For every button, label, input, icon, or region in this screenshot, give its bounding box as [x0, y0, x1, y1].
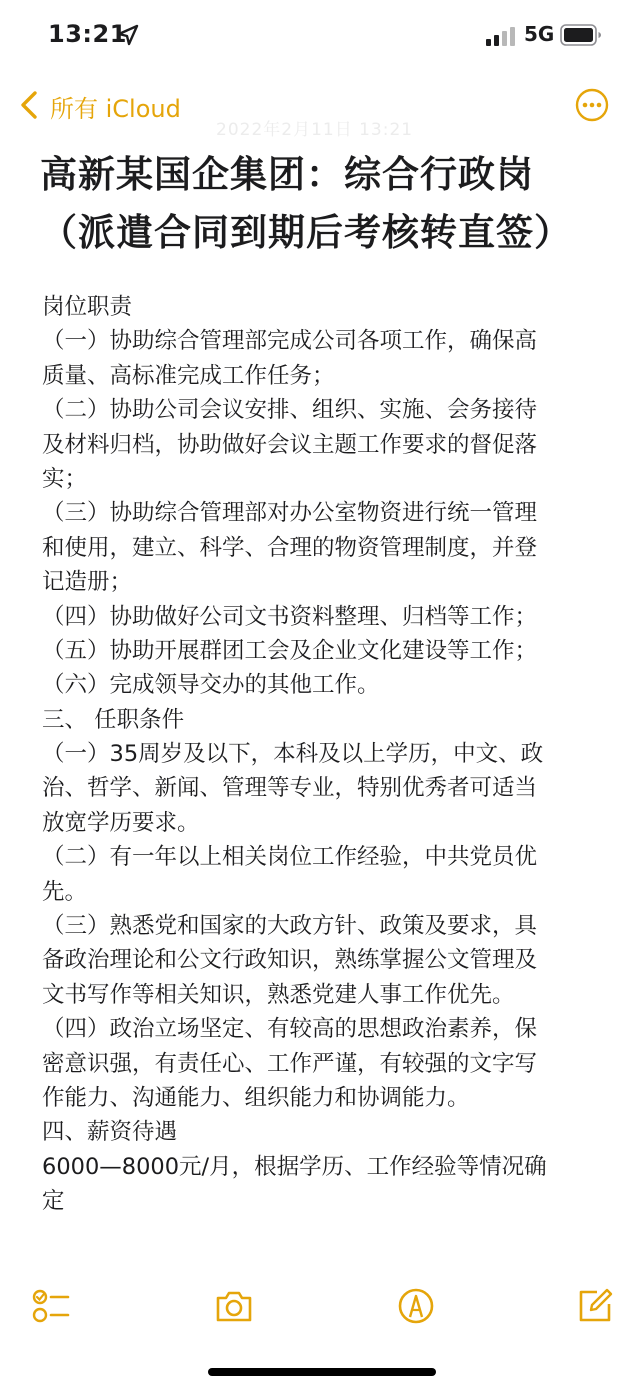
cellular-signal-icon	[486, 26, 518, 46]
note-body-line: （一）35周岁及以下，本科及以上学历，中文、政	[42, 741, 544, 768]
title-line: （派遣合同到期后考核转直签）	[40, 211, 572, 254]
note-body-line: （四）协助做好公司文书资料整理、归档等工作；	[42, 603, 538, 630]
status-time: 13:21	[48, 20, 127, 48]
note-date: 2022年2月11日 13:21	[216, 120, 414, 140]
note-body-line: （三）协助综合管理部对办公室物资进行统一管理	[42, 500, 538, 527]
camera-icon[interactable]	[214, 1286, 254, 1326]
note-body-line: 密意识强，有责任心、工作严谨，有较强的文字写	[42, 1050, 538, 1077]
note-body-line: （三）熟悉党和国家的大政方针、政策及要求，具	[42, 913, 538, 940]
compose-icon[interactable]	[575, 1286, 615, 1326]
note-body-line: （二）有一年以上相关岗位工作经验，中共党员优	[42, 844, 538, 871]
location-arrow-icon	[117, 24, 139, 46]
note-body-line: 记造册；	[42, 569, 133, 596]
note-body-line: 文书写作等相关知识，熟悉党建人事工作优先。	[42, 981, 515, 1008]
note-body-line: 实；	[42, 465, 88, 492]
note-body-line: 质量、高标准完成工作任务；	[42, 362, 335, 389]
note-body-line: （一）协助综合管理部完成公司各项工作，确保高	[42, 328, 538, 355]
note-body-line: 先。	[42, 878, 88, 905]
title-line: 高新某国企集团：综合行政岗	[40, 153, 534, 196]
battery-icon	[560, 24, 602, 46]
back-label[interactable]: 所有 iCloud	[50, 95, 181, 123]
chevron-left-icon[interactable]	[18, 90, 40, 120]
note-body-line: 放宽学历要求。	[42, 809, 200, 836]
ellipsis-circle-icon[interactable]	[575, 88, 609, 122]
note-body-line: 和使用，建立、科学、合理的物资管理制度，并登	[42, 534, 538, 561]
note-body-line: 作能力、沟通能力、组织能力和协调能力。	[42, 1084, 470, 1111]
note-title[interactable]	[40, 146, 600, 262]
note-body-line: 三、 任职条件	[42, 706, 185, 733]
note-body-line: （五）协助开展群团工会及企业文化建设等工作；	[42, 637, 538, 664]
checklist-icon[interactable]	[30, 1286, 70, 1326]
markup-pen-icon[interactable]	[396, 1286, 436, 1326]
note-body-line: （四）政治立场坚定、有较高的思想政治素养，保	[42, 1016, 538, 1043]
bottom-toolbar	[0, 1282, 642, 1332]
note-body-line: 备政治理论和公文行政知识，熟练掌握公文管理及	[42, 947, 538, 974]
network-type: 5G	[524, 22, 555, 46]
note-body-line: 定	[42, 1188, 65, 1215]
note-body-line: （二）协助公司会议安排、组织、实施、会务接待	[42, 397, 538, 424]
note-body-line: 治、哲学、新闻、管理等专业，特别优秀者可适当	[42, 775, 538, 802]
home-indicator	[208, 1368, 436, 1376]
note-body-line: 岗位职责	[42, 294, 133, 320]
note-body-line: （六）完成领导交办的其他工作。	[42, 672, 380, 699]
note-body-line: 四、薪资待遇	[42, 1119, 178, 1146]
status-bar	[0, 0, 642, 72]
note-body-line: 及材料归档，协助做好会议主题工作要求的督促落	[42, 431, 538, 458]
note-body-line: 6000—8000元/月，根据学历、工作经验等情况确	[42, 1153, 547, 1180]
note-body[interactable]	[42, 290, 602, 1219]
